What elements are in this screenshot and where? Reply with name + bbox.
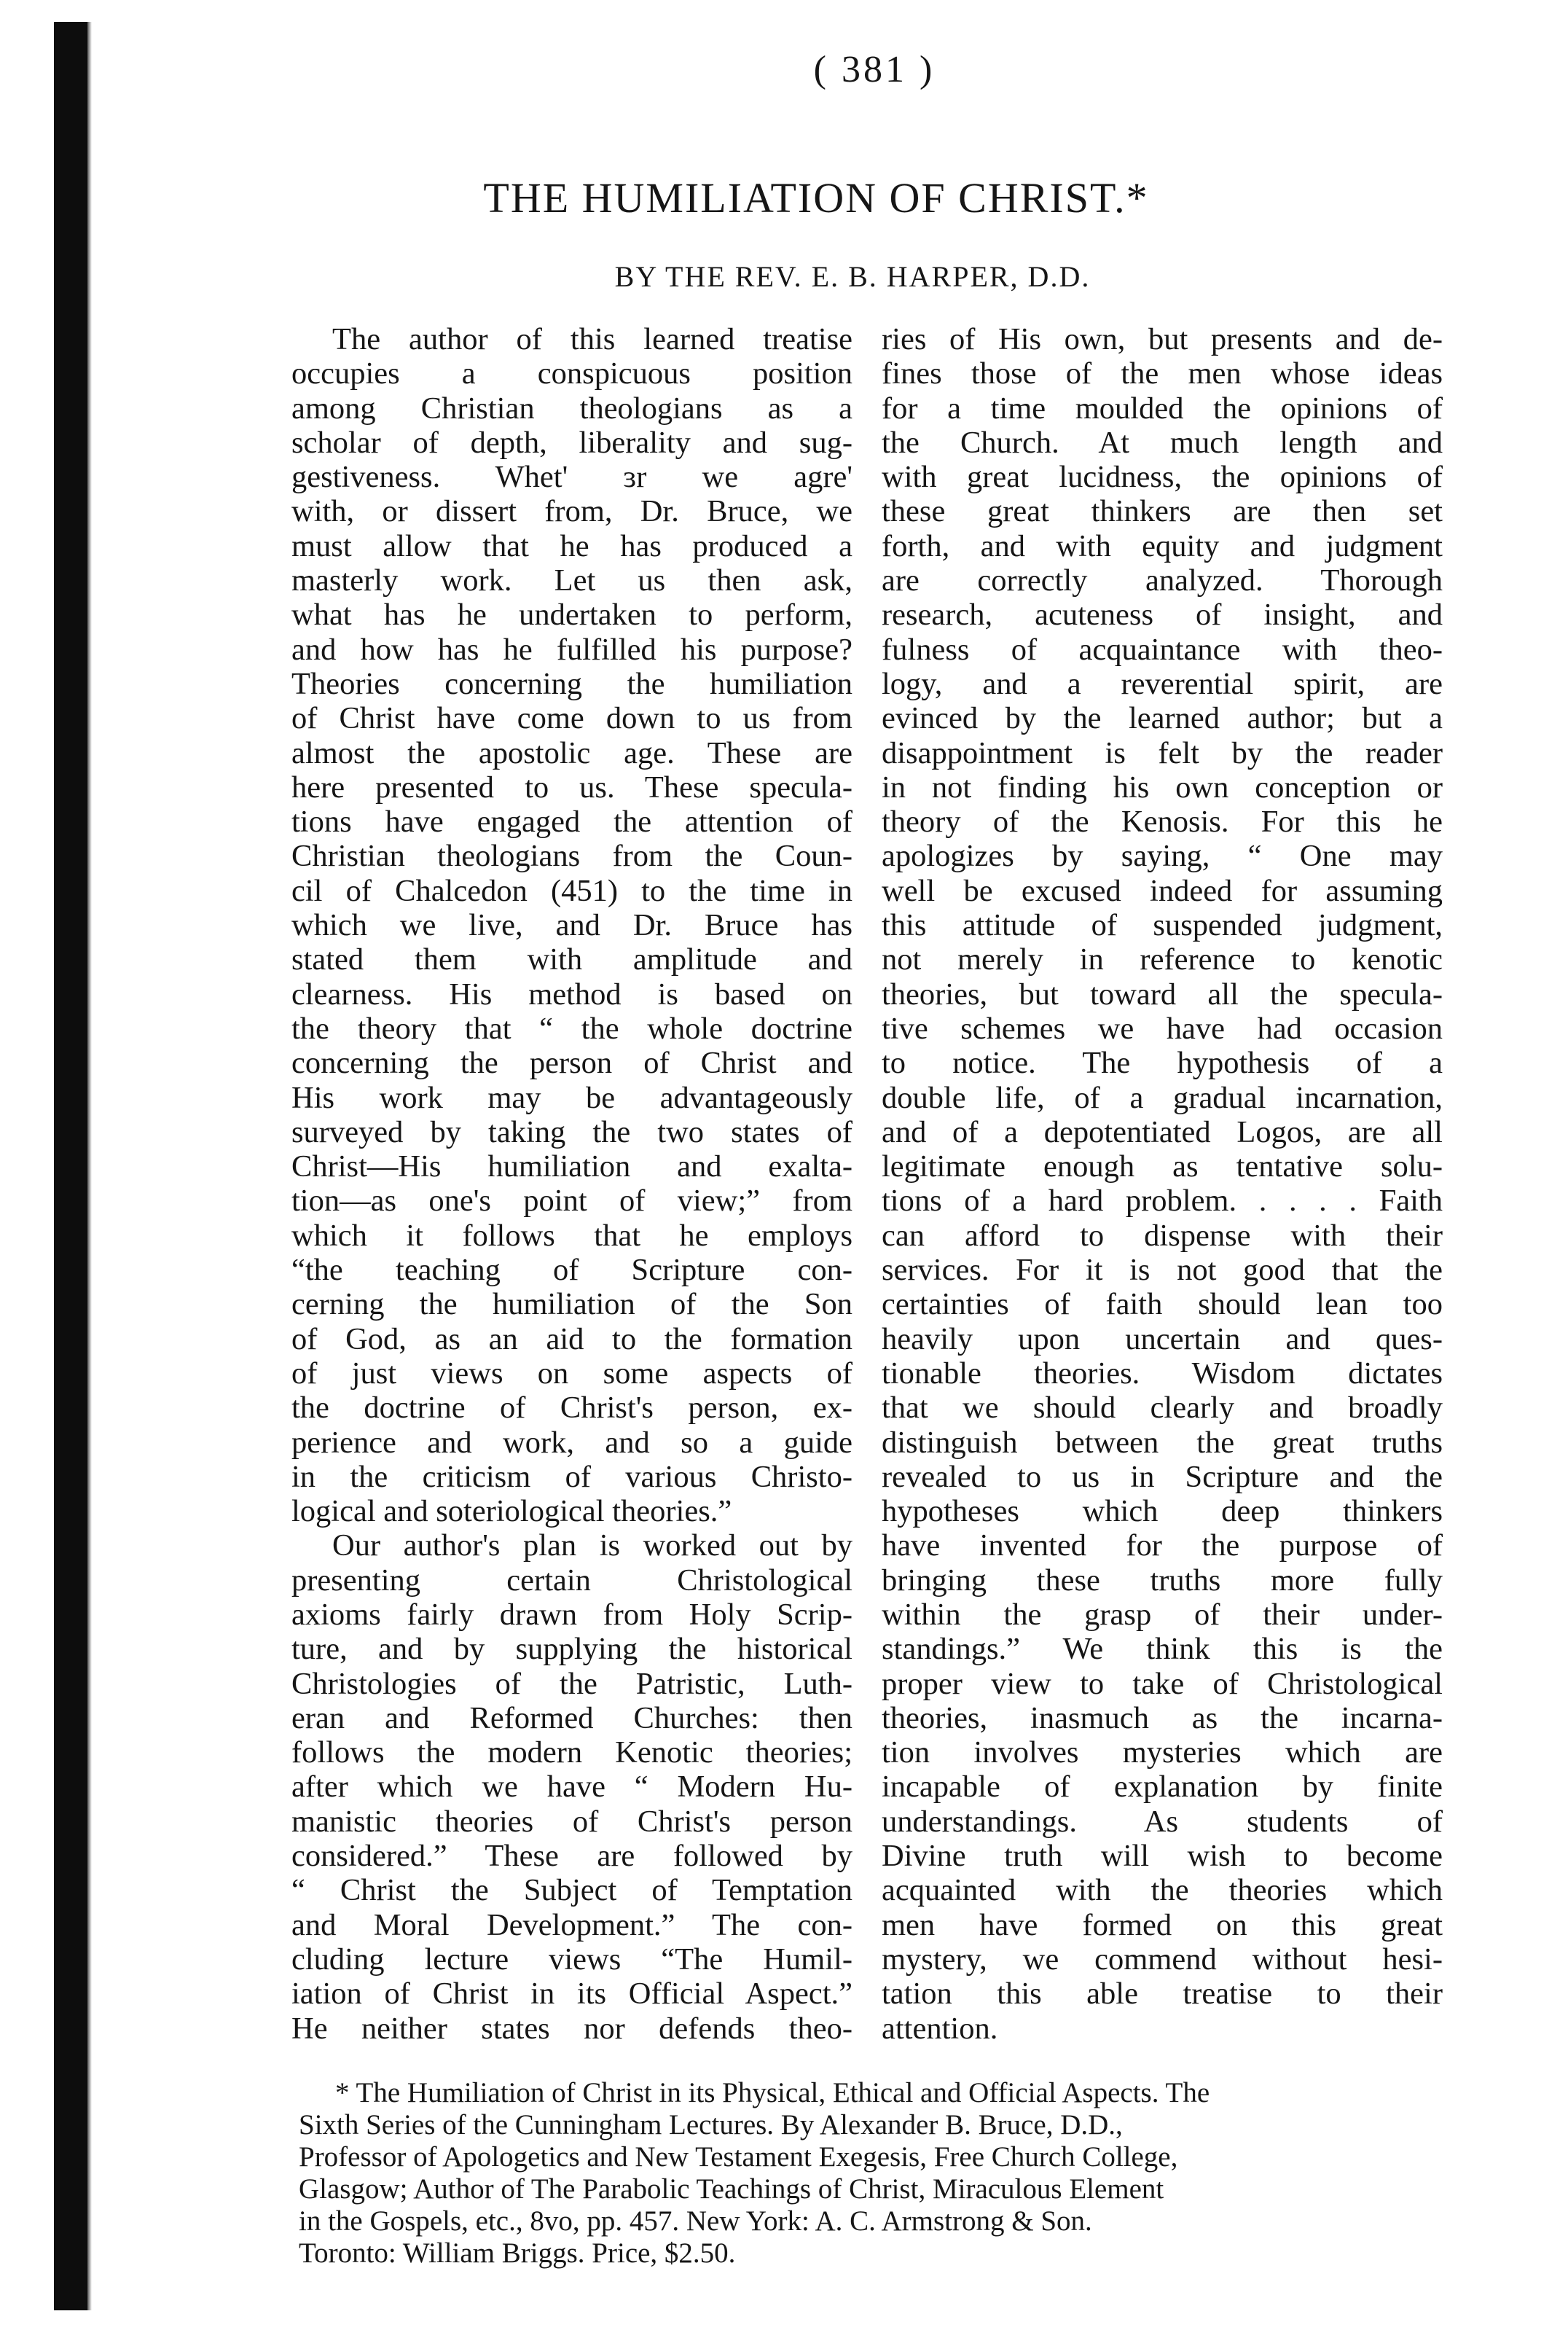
text-line: in not finding his own conception or <box>882 770 1443 805</box>
text-line: mystery, we commend without hesi- <box>882 1942 1443 1977</box>
text-line: attention. <box>882 2011 998 2046</box>
text-line: this attitude of suspended judgment, <box>882 908 1443 943</box>
text-line: logy, and a reverential spirit, are <box>882 666 1443 701</box>
text-line: well be excused indeed for assuming <box>882 873 1443 908</box>
text-line: and of a depotentiated Logos, are all <box>882 1114 1443 1149</box>
text-line: certainties of faith should lean too <box>882 1287 1443 1322</box>
text-line: He neither states nor defends theo- <box>291 2011 852 2046</box>
text-line: proper view to take of Christological <box>882 1666 1443 1701</box>
text-line: perience and work, and so a guide <box>291 1425 852 1460</box>
left-column <box>291 322 852 2046</box>
text-line: “ Christ the Subject of Temptation <box>291 1873 852 1908</box>
text-line: evinced by the learned author; but a <box>882 701 1443 736</box>
text-line: after which we have “ Modern Hu- <box>291 1770 852 1805</box>
text-line: disappointment is felt by the reader <box>882 735 1443 770</box>
text-line: double life, of a gradual incarnation, <box>882 1080 1443 1115</box>
text-line: gestiveness. Whet' ɜr we agre' <box>291 460 852 495</box>
text-line: for a time moulded the opinions of <box>882 391 1443 426</box>
book-spine-shadow <box>54 22 87 2310</box>
text-line: with, or dissert from, Dr. Bruce, we <box>291 494 852 529</box>
text-line: tive schemes we have had occasion <box>882 1011 1443 1046</box>
text-line: surveyed by taking the two states of <box>291 1114 852 1149</box>
text-line: must allow that he has produced a <box>291 528 852 563</box>
text-line: heavily upon uncertain and ques- <box>882 1321 1443 1356</box>
page-number: ( 381 ) <box>813 49 936 90</box>
text-line: these great thinkers are then set <box>882 494 1443 529</box>
article-title: THE HUMILIATION OF CHRIST.* <box>483 174 1149 222</box>
footnote-line: Glasgow; Author of The Parabolic Teachings of Christ, Miraculous Element <box>299 2173 1164 2205</box>
text-line: theories, inasmuch as the incarna- <box>882 1700 1443 1735</box>
text-line: acquainted with the theories which <box>882 1873 1443 1908</box>
footnote <box>299 2077 1450 2270</box>
text-line: The author of this learned treatise <box>332 322 852 356</box>
text-line: masterly work. Let us then ask, <box>291 563 852 598</box>
text-line: tion—as one's point of view;” from <box>291 1184 852 1219</box>
text-line: ture, and by supplying the historical <box>291 1632 852 1667</box>
text-line: hypotheses which deep thinkers <box>882 1494 1443 1529</box>
text-line: in the criticism of various Christo- <box>291 1459 852 1494</box>
text-line: almost the apostolic age. These are <box>291 735 852 770</box>
footnote-line: in the Gospels, etc., 8vo, pp. 457. New York: A. C. Armstrong & Son. <box>299 2205 1092 2237</box>
text-line: His work may be advantageously <box>291 1080 852 1115</box>
text-line: of Christ have come down to us from <box>291 701 852 736</box>
footnote-line: Professor of Apologetics and New Testament Exegesis, Free Church College, <box>299 2141 1178 2173</box>
text-line: cluding lecture views “The Humil- <box>291 1942 852 1977</box>
text-line: Christian theologians from the Coun- <box>291 839 852 874</box>
text-line: revealed to us in Scripture and the <box>882 1459 1443 1494</box>
text-line: what has he undertaken to perform, <box>291 598 852 633</box>
text-line: bringing these truths more fully <box>882 1563 1443 1598</box>
text-line: understandings. As students of <box>882 1804 1443 1839</box>
text-line: theory of the Kenosis. For this he <box>882 805 1443 840</box>
article-byline: BY THE REV. E. B. HARPER, D.D. <box>614 260 1091 293</box>
text-line: cerning the humiliation of the Son <box>291 1287 852 1322</box>
text-line: clearness. His method is based on <box>291 977 852 1012</box>
text-line: not merely in reference to kenotic <box>882 942 1443 977</box>
text-line: manistic theories of Christ's person <box>291 1804 852 1839</box>
text-line: the theory that “ the whole doctrine <box>291 1011 852 1046</box>
text-line: theories, but toward all the specula- <box>882 977 1443 1012</box>
text-line: incapable of explanation by finite <box>882 1770 1443 1805</box>
text-line: fines those of the men whose ideas <box>882 356 1443 391</box>
text-line: of God, as an aid to the formation <box>291 1321 852 1356</box>
text-line: the Church. At much length and <box>882 425 1443 460</box>
footnote-line: Sixth Series of the Cunningham Lectures. By Alexander B. Bruce, D.D., <box>299 2109 1123 2141</box>
text-line: axioms fairly drawn from Holy Scrip- <box>291 1597 852 1632</box>
text-line: presenting certain Christological <box>291 1563 852 1598</box>
text-line: of just views on some aspects of <box>291 1356 852 1391</box>
text-line: follows the modern Kenotic theories; <box>291 1735 852 1770</box>
text-line: fulness of acquaintance with theo- <box>882 632 1443 667</box>
text-line: legitimate enough as tentative solu- <box>882 1149 1443 1184</box>
text-line: apologizes by saying, “ One may <box>882 839 1443 874</box>
text-line: and how has he fulfilled his purpose? <box>291 632 852 667</box>
text-line: can afford to dispense with their <box>882 1218 1443 1253</box>
text-line: tation this able treatise to their <box>882 1977 1443 2012</box>
text-line: tions of a hard problem. . . . . Faith <box>882 1184 1443 1219</box>
text-line: Christ—His humiliation and exalta- <box>291 1149 852 1184</box>
book-spine-edge <box>87 22 92 2310</box>
text-line: Theories concerning the humiliation <box>291 666 852 701</box>
text-line: have invented for the purpose of <box>882 1528 1443 1563</box>
text-line: that we should clearly and broadly <box>882 1391 1443 1426</box>
text-line: considered.” These are followed by <box>291 1839 852 1874</box>
text-line: tion involves mysteries which are <box>882 1735 1443 1770</box>
footnote-line: * The Humiliation of Christ in its Physical, Ethical and Official Aspects. The <box>335 2077 1210 2108</box>
text-line: are correctly analyzed. Thorough <box>882 563 1443 598</box>
text-line: men have formed on this great <box>882 1907 1443 1942</box>
text-line: research, acuteness of insight, and <box>882 598 1443 633</box>
text-line: Christologies of the Patristic, Luth- <box>291 1666 852 1701</box>
text-line: forth, and with equity and judgment <box>882 528 1443 563</box>
text-line: which it follows that he employs <box>291 1218 852 1253</box>
footnote-line: Toronto: William Briggs. Price, $2.50. <box>299 2237 736 2269</box>
text-line: with great lucidness, the opinions of <box>882 460 1443 495</box>
text-line: occupies a conspicuous position <box>291 356 852 391</box>
text-line: which we live, and Dr. Bruce has <box>291 908 852 943</box>
text-line: among Christian theologians as a <box>291 391 852 426</box>
text-line: distinguish between the great truths <box>882 1425 1443 1460</box>
text-line: to notice. The hypothesis of a <box>882 1046 1443 1081</box>
text-line: tionable theories. Wisdom dictates <box>882 1356 1443 1391</box>
text-line: and Moral Development.” The con- <box>291 1907 852 1942</box>
text-line: stated them with amplitude and <box>291 942 852 977</box>
right-column <box>882 322 1443 2046</box>
text-line: standings.” We think this is the <box>882 1632 1443 1667</box>
text-line: tions have engaged the attention of <box>291 805 852 840</box>
text-line: eran and Reformed Churches: then <box>291 1700 852 1735</box>
text-line: concerning the person of Christ and <box>291 1046 852 1081</box>
text-line: cil of Chalcedon (451) to the time in <box>291 873 852 908</box>
text-line: the doctrine of Christ's person, ex- <box>291 1391 852 1426</box>
text-line: ries of His own, but presents and de- <box>882 322 1443 356</box>
text-line: here presented to us. These specula- <box>291 770 852 805</box>
text-line: within the grasp of their under- <box>882 1597 1443 1632</box>
text-line: “the teaching of Scripture con- <box>291 1253 852 1288</box>
text-line: logical and soteriological theories.” <box>291 1494 732 1529</box>
text-line: services. For it is not good that the <box>882 1253 1443 1288</box>
text-line: scholar of depth, liberality and sug- <box>291 425 852 460</box>
text-line: iation of Christ in its Official Aspect.” <box>291 1977 852 2012</box>
text-line: Divine truth will wish to become <box>882 1839 1443 1874</box>
text-line: Our author's plan is worked out by <box>332 1528 852 1563</box>
